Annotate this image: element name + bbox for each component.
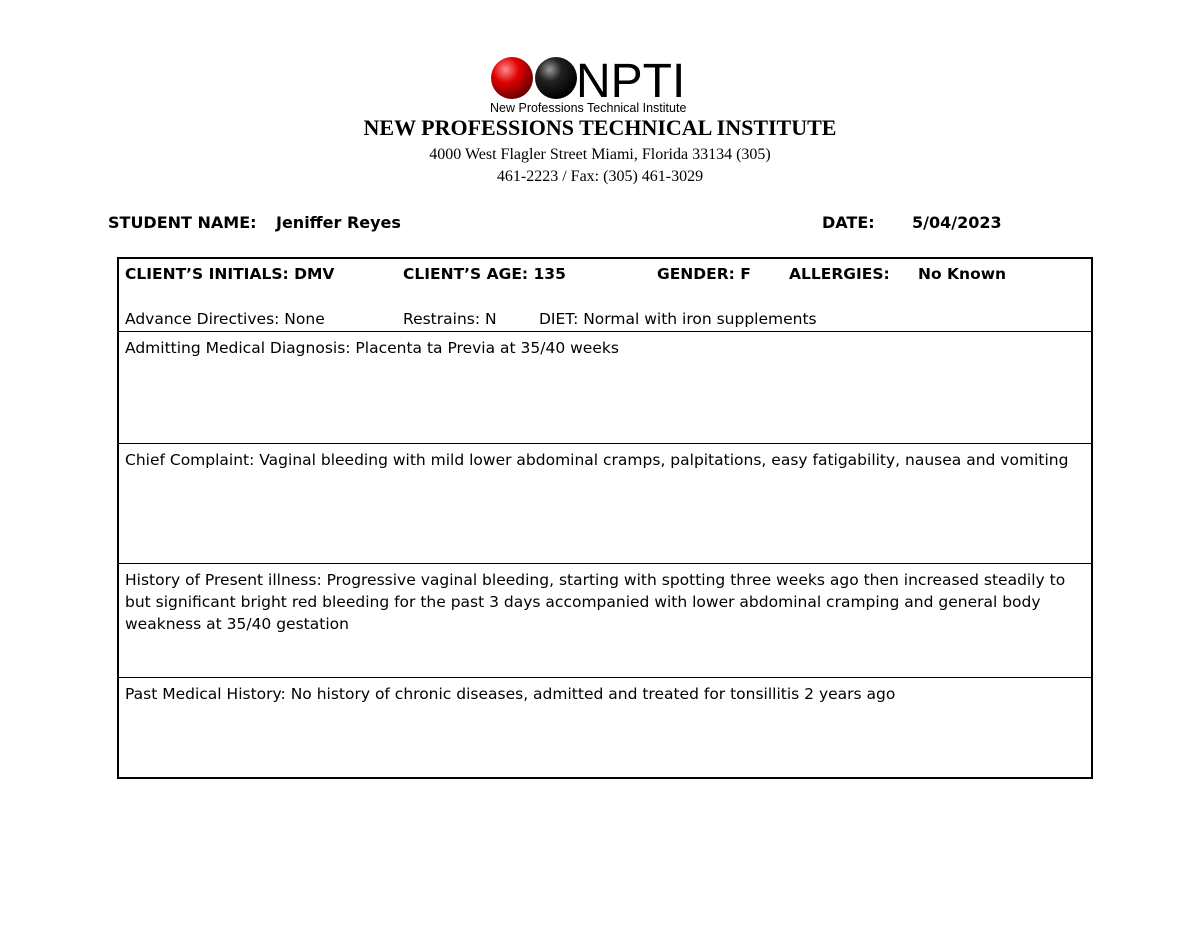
diet: DIET: Normal with iron supplements xyxy=(539,310,817,328)
client-gender: GENDER: F xyxy=(657,265,751,283)
chief-complaint-text: Chief Complaint: Vaginal bleeding with mild lower abdominal cramps, palpitations, easy fatigability, nausea and vomiting xyxy=(125,451,1069,469)
past-medical-history-text: Past Medical History: No history of chronic diseases, admitted and treated for tonsillitis 2 years ago xyxy=(125,685,896,703)
address-line-2: 461-2223 / Fax: (305) 461-3029 xyxy=(496,168,704,185)
allergies-value: No Known xyxy=(918,265,1007,283)
admitting-diagnosis-text: Admitting Medical Diagnosis: Placenta ta Previa at 35/40 weeks xyxy=(125,339,619,357)
assessment-form xyxy=(117,257,1093,779)
address-line-1: 4000 West Flagler Street Miami, Florida 33134 (305) xyxy=(429,146,771,163)
chief-complaint-section xyxy=(119,443,1091,563)
admitting-diagnosis-section xyxy=(119,331,1091,443)
client-initials: CLIENT’S INITIALS: DMV xyxy=(125,265,335,283)
npti-logo xyxy=(490,56,720,116)
student-name-label: STUDENT NAME: xyxy=(108,213,257,232)
client-age: CLIENT’S AGE: 135 xyxy=(403,265,566,283)
past-medical-history-section xyxy=(119,677,1091,778)
allergies-label: ALLERGIES: xyxy=(789,265,890,283)
student-name-value: Jeniffer Reyes xyxy=(276,213,401,232)
present-illness-text: History of Present illness: Progressive vaginal bleeding, starting with spotting three weeks ago then increased steadily to but significant bright red bleeding for the past 3 days accompanied with lower abdominal cramping and general body weakness at 35/40 gestation xyxy=(125,571,1066,633)
logo-subtitle: New Professions Technical Institute xyxy=(490,101,687,115)
institute-name: NEW PROFESSIONS TECHNICAL INSTITUTE xyxy=(363,115,837,140)
date-value: 5/04/2023 xyxy=(912,213,1002,232)
red-ball-icon xyxy=(491,57,533,99)
black-ball-icon xyxy=(535,57,577,99)
logo-npti-text: NPTI xyxy=(576,56,686,108)
date-label: DATE: xyxy=(822,213,875,232)
present-illness-section xyxy=(119,563,1091,677)
restrains: Restrains: N xyxy=(403,310,497,328)
advance-directives: Advance Directives: None xyxy=(125,310,325,328)
